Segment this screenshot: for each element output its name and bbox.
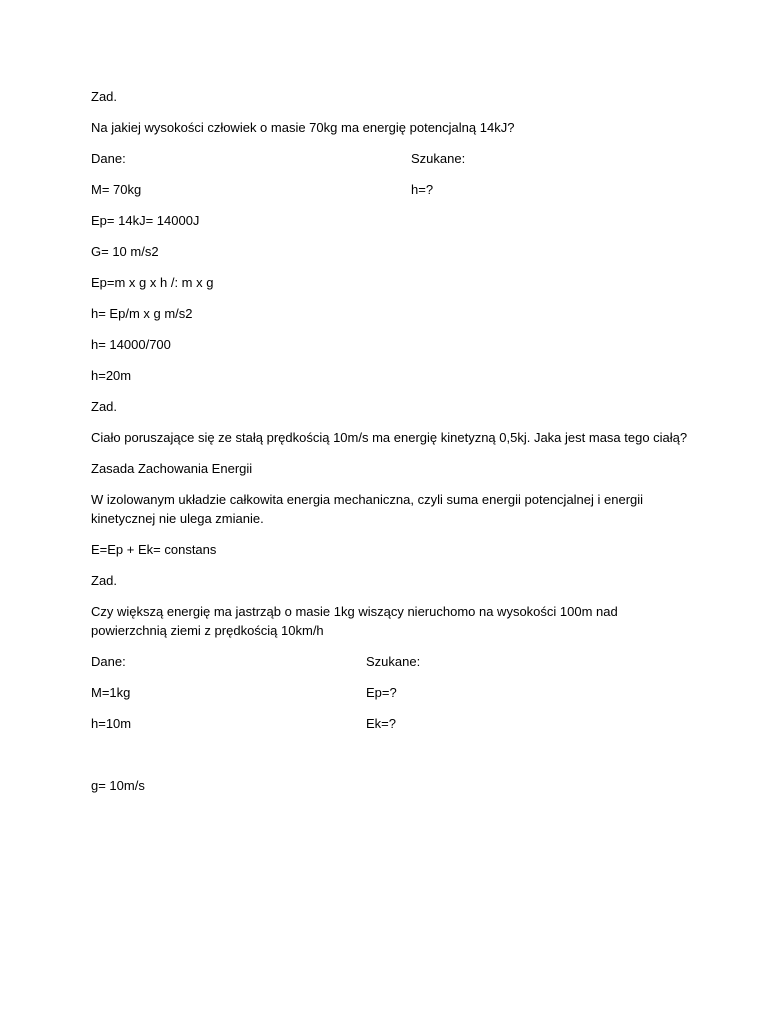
- given-sought-header: [91, 652, 681, 671]
- calc-line: h= 14000/700: [91, 337, 171, 352]
- given-sought-header: [91, 149, 681, 168]
- section-heading: Zasada Zachowania Energii: [91, 461, 253, 476]
- task-question: Czy większą energię ma jastrząb o masie 1kg wiszący nieruchomo na wysokości 100m nad powierzchnią ziemi z prędkością 10km/h: [91, 604, 618, 638]
- sought-label: Szukane:: [411, 151, 466, 166]
- sought-label: Szukane:: [366, 654, 421, 669]
- task-question: Ciało poruszające się ze stałą prędkością 10m/s ma energię kinetyzną 0,5kj. Jaka jest masa tego ciałą?: [91, 430, 688, 445]
- calc-line: G= 10 m/s2: [91, 244, 159, 259]
- given-value: h=10m: [91, 716, 132, 731]
- given-value: M= 70kg: [91, 182, 142, 197]
- task-question: Na jakiej wysokości człowiek o masie 70kg ma energię potencjalną 14kJ?: [91, 120, 515, 135]
- given-label: Dane:: [91, 654, 126, 669]
- given-sought-row: [91, 180, 681, 199]
- sought-value: h=?: [411, 182, 434, 197]
- sought-value: Ek=?: [366, 716, 396, 731]
- given-sought-row: [91, 683, 681, 702]
- calc-line: h= Ep/m x g m/s2: [91, 306, 193, 321]
- task-label: Zad.: [91, 399, 118, 414]
- formula: E=Ep + Ek= constans: [91, 542, 217, 557]
- paragraph: W izolowanym układzie całkowita energia mechaniczna, czyli suma energii potencjalnej i energii kinetycznej nie ulega zmianie.: [91, 492, 644, 526]
- given-label: Dane:: [91, 151, 126, 166]
- task-label: Zad.: [91, 89, 118, 104]
- given-sought-row: [91, 714, 681, 733]
- blank-line: [91, 745, 681, 776]
- calc-line: Ep=m x g x h /: m x g: [91, 275, 214, 290]
- sought-value: Ep=?: [366, 685, 397, 700]
- given-value: M=1kg: [91, 685, 131, 700]
- given-value: g= 10m/s: [91, 778, 145, 793]
- document-body: [91, 87, 688, 807]
- calc-line: h=20m: [91, 368, 132, 383]
- task-label: Zad.: [91, 573, 118, 588]
- calc-line: Ep= 14kJ= 14000J: [91, 213, 200, 228]
